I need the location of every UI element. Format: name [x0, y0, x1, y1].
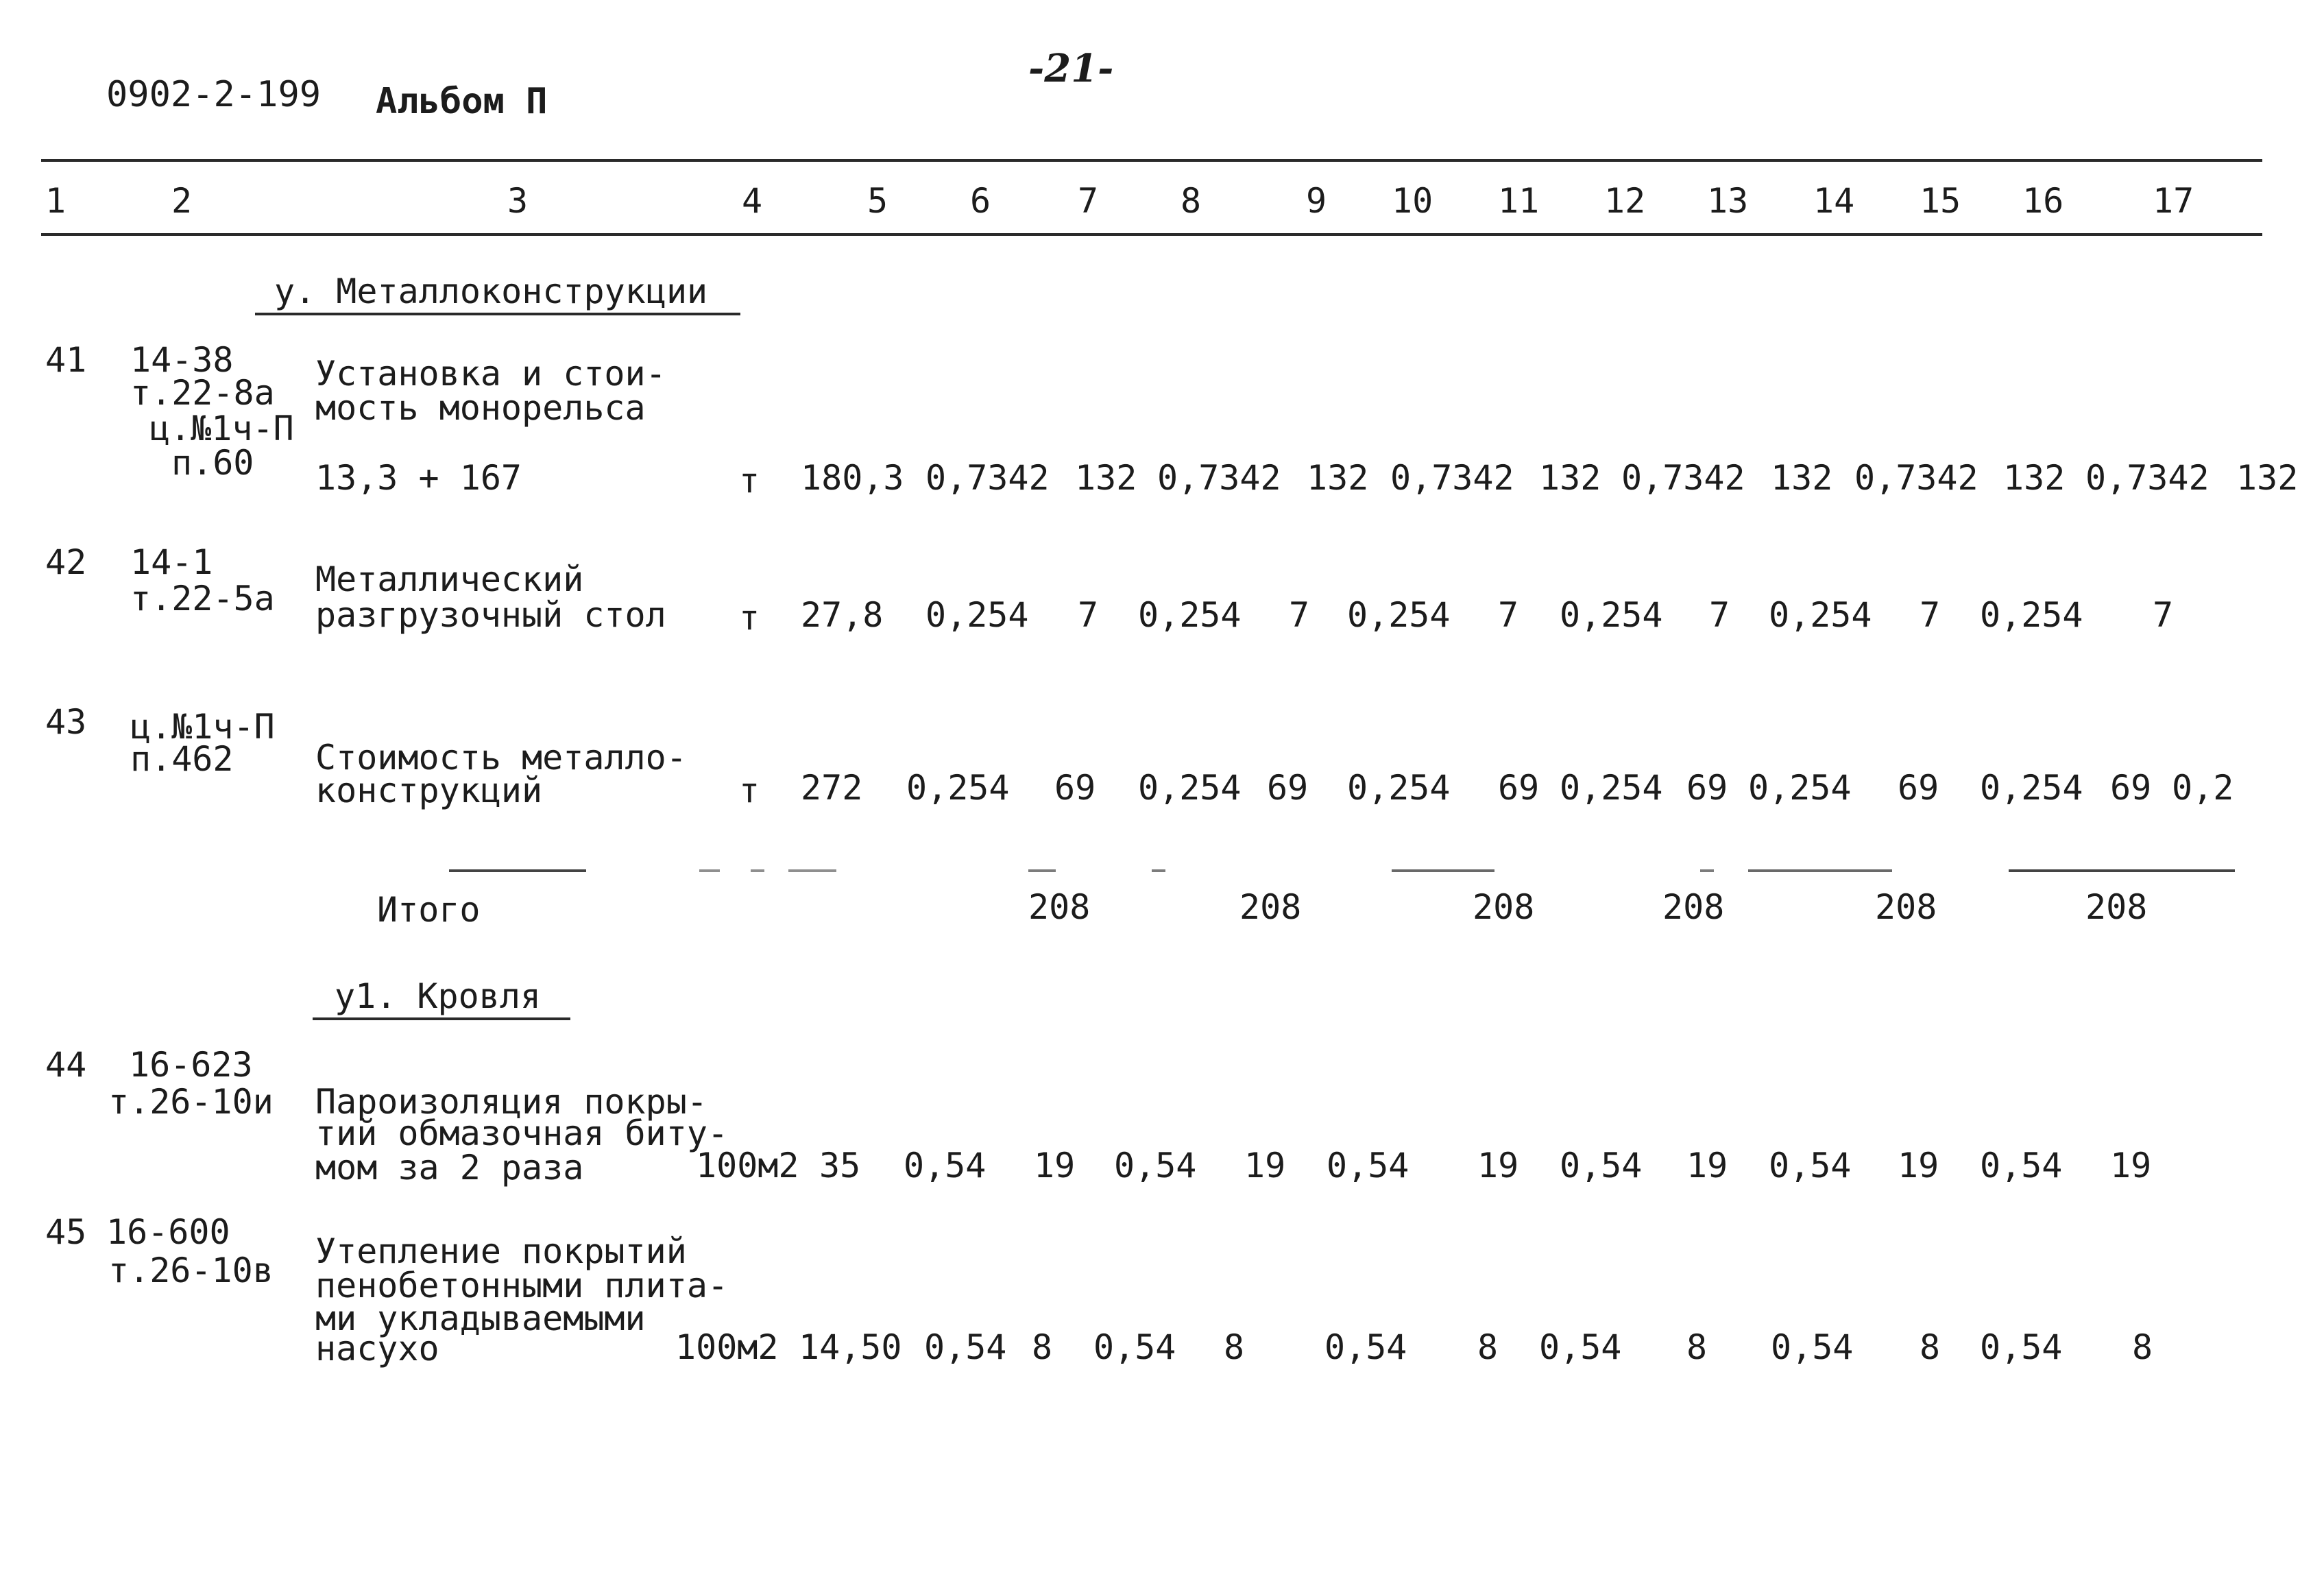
row-44-v2: 19	[1034, 1146, 1076, 1185]
row-42-v7: 0,254	[1560, 595, 1663, 635]
row-44-v4: 19	[1244, 1146, 1286, 1185]
col-header-6: 6	[970, 181, 991, 221]
row-45-c5: 14,50	[799, 1327, 902, 1367]
row-42-desc-1: Металлический	[315, 559, 584, 599]
row-41-v10: 132	[2003, 458, 2066, 498]
row-44-c5: 35	[819, 1146, 861, 1185]
itogo-label: Итого	[377, 890, 481, 930]
row-42-v10: 7	[1920, 595, 1941, 635]
row-43-desc-2: конструкций	[315, 771, 543, 810]
row-41-v3: 0,7342	[1157, 458, 1281, 498]
col-header-13: 13	[1707, 181, 1749, 221]
header-top-rule	[41, 159, 2262, 162]
section-underline-roof	[313, 1017, 570, 1020]
row-41-v9: 0,7342	[1854, 458, 1978, 498]
row-44-unit: 100м2	[696, 1146, 799, 1185]
row-44-v8: 19	[1686, 1146, 1728, 1185]
row-42-v6: 7	[1498, 595, 1519, 635]
subtotal-rule-4	[788, 869, 836, 872]
row-45-v3: 0,54	[1093, 1327, 1176, 1367]
doc-code: 0902-2-199	[106, 74, 322, 115]
itogo-value-3: 208	[1473, 887, 1535, 927]
row-42-num: 42	[45, 542, 87, 582]
row-45-desc-1: Утепление покрытий	[315, 1231, 687, 1271]
row-43-v5: 0,254	[1347, 768, 1451, 808]
row-43-unit: т	[739, 771, 760, 810]
row-45-v9: 0,54	[1771, 1327, 1854, 1367]
row-41-unit: т	[739, 461, 760, 501]
row-44-v6: 19	[1477, 1146, 1519, 1185]
row-43-v2: 69	[1054, 768, 1096, 808]
row-45-desc-4: насухо	[315, 1329, 439, 1369]
row-41-v1: 0,7342	[925, 458, 1050, 498]
row-41-ref-3: ц.№1ч-П	[149, 409, 294, 448]
row-43-num: 43	[45, 702, 87, 742]
row-44-v5: 0,54	[1327, 1146, 1409, 1185]
row-45-v7: 0,54	[1539, 1327, 1622, 1367]
row-42-v1: 0,254	[925, 595, 1029, 635]
row-43-note: 0,2	[2172, 768, 2234, 808]
row-41-ref-2: т.22-8а	[130, 373, 275, 413]
row-43-v9: 0,254	[1748, 768, 1852, 808]
row-43-v11: 0,254	[1980, 768, 2083, 808]
row-43-v6: 69	[1498, 768, 1540, 808]
col-header-5: 5	[867, 181, 888, 221]
subtotal-rule-3	[751, 869, 764, 872]
row-43-v4: 69	[1267, 768, 1309, 808]
row-41-c5: 180,3	[801, 458, 904, 498]
row-42-v9: 0,254	[1769, 595, 1872, 635]
row-44-v7: 0,54	[1560, 1146, 1643, 1185]
page-number: -21-	[1028, 46, 1114, 91]
col-header-7: 7	[1078, 181, 1099, 221]
row-41-qty-formula: 13,3 + 167	[315, 458, 522, 498]
row-42-ref-2: т.22-5а	[130, 579, 275, 618]
row-43-v1: 0,254	[906, 768, 1010, 808]
row-45-v11: 0,54	[1980, 1327, 2063, 1367]
header-bottom-rule	[41, 233, 2262, 236]
row-41-v2: 132	[1075, 458, 1137, 498]
row-42-c5: 27,8	[801, 595, 884, 635]
row-45-v2: 8	[1032, 1327, 1053, 1367]
row-45-v4: 8	[1224, 1327, 1245, 1367]
row-41-v8: 132	[1771, 458, 1833, 498]
itogo-value-2: 208	[1239, 887, 1302, 927]
row-41-v12: 132	[2236, 458, 2299, 498]
row-41-v4: 132	[1307, 458, 1369, 498]
subtotal-rule-2	[699, 869, 720, 872]
row-45-desc-2: пенобетонными плита-	[315, 1266, 729, 1305]
row-41-ref-1: 14-38	[130, 340, 234, 380]
col-header-14: 14	[1813, 181, 1855, 221]
col-header-15: 15	[1920, 181, 1961, 221]
row-44-v1: 0,54	[904, 1146, 987, 1185]
row-45-ref-1: 16-600	[106, 1212, 230, 1252]
row-41-v6: 132	[1539, 458, 1601, 498]
row-42-v4: 7	[1289, 595, 1310, 635]
col-header-12: 12	[1604, 181, 1646, 221]
row-41-desc-2: мость монорельса	[315, 388, 646, 428]
section-title-roof: у1. Кровля	[335, 976, 542, 1016]
row-43-ref-2: п.462	[130, 739, 234, 779]
col-header-10: 10	[1392, 181, 1433, 221]
col-header-2: 2	[171, 181, 193, 221]
row-41-ref-4: п.60	[171, 443, 254, 483]
col-header-1: 1	[45, 181, 66, 221]
row-43-v3: 0,254	[1138, 768, 1242, 808]
subtotal-rule-6	[1152, 869, 1165, 872]
row-44-desc-1: Пароизоляция покры-	[315, 1082, 707, 1122]
row-45-v12: 8	[2132, 1327, 2153, 1367]
row-44-v3: 0,54	[1114, 1146, 1197, 1185]
row-45-ref-2: т.26-10в	[108, 1251, 274, 1290]
row-41-v7: 0,7342	[1621, 458, 1745, 498]
row-41-desc-1: Установка и стои-	[315, 354, 666, 394]
row-44-desc-3: мом за 2 раза	[315, 1148, 584, 1188]
col-header-11: 11	[1498, 181, 1540, 221]
row-41-v5: 0,7342	[1390, 458, 1514, 498]
section-title-metal: у. Металлоконструкции	[274, 272, 708, 311]
row-44-ref-1: 16-623	[129, 1045, 253, 1085]
section-underline-metal	[255, 313, 740, 315]
row-42-v3: 0,254	[1138, 595, 1242, 635]
row-42-ref-1: 14-1	[130, 542, 213, 582]
subtotal-rule-10	[2009, 869, 2235, 872]
subtotal-rule-1	[449, 869, 586, 872]
row-45-num: 45	[45, 1212, 87, 1252]
row-45-v8: 8	[1686, 1327, 1708, 1367]
album-label: Альбом П	[376, 81, 548, 122]
row-41-v11: 0,7342	[2085, 458, 2210, 498]
row-42-v2: 7	[1078, 595, 1099, 635]
row-42-v12: 7	[2153, 595, 2174, 635]
col-header-16: 16	[2022, 181, 2064, 221]
row-45-v5: 0,54	[1324, 1327, 1407, 1367]
row-43-v10: 69	[1898, 768, 1939, 808]
row-44-v11: 0,54	[1980, 1146, 2063, 1185]
row-45-v10: 8	[1920, 1327, 1941, 1367]
subtotal-rule-5	[1028, 869, 1056, 872]
row-45-v1: 0,54	[924, 1327, 1007, 1367]
row-45-unit: 100м2	[675, 1327, 779, 1367]
row-44-desc-2: тий обмазочная биту-	[315, 1113, 729, 1153]
col-header-9: 9	[1306, 181, 1327, 221]
row-42-v8: 7	[1709, 595, 1730, 635]
subtotal-rule-9	[1748, 869, 1892, 872]
row-44-v12: 19	[2110, 1146, 2152, 1185]
row-44-v10: 19	[1898, 1146, 1939, 1185]
row-45-desc-3: ми укладываемыми	[315, 1299, 646, 1338]
col-header-3: 3	[507, 181, 529, 221]
itogo-value-4: 208	[1662, 887, 1725, 927]
col-header-4: 4	[742, 181, 763, 221]
row-41-num: 41	[45, 340, 87, 380]
row-45-v6: 8	[1477, 1327, 1499, 1367]
row-42-v5: 0,254	[1347, 595, 1451, 635]
row-42-v11: 0,254	[1980, 595, 2083, 635]
subtotal-rule-7	[1392, 869, 1494, 872]
row-43-v7: 0,254	[1560, 768, 1663, 808]
row-42-desc-2: разгрузочный стол	[315, 595, 666, 635]
row-43-v12: 69	[2110, 768, 2152, 808]
itogo-value-5: 208	[1875, 887, 1937, 927]
row-43-ref-1: ц.№1ч-П	[130, 707, 275, 747]
itogo-value-6: 208	[2085, 887, 2148, 927]
row-44-ref-2: т.26-10и	[108, 1082, 274, 1122]
row-43-desc-1: Стоимость металло-	[315, 738, 687, 778]
col-header-17: 17	[2153, 181, 2194, 221]
col-header-8: 8	[1181, 181, 1202, 221]
row-43-c5: 272	[801, 768, 863, 808]
subtotal-rule-8	[1700, 869, 1714, 872]
row-43-v8: 69	[1686, 768, 1728, 808]
row-42-unit: т	[739, 598, 760, 638]
row-44-num: 44	[45, 1045, 87, 1085]
itogo-value-1: 208	[1028, 887, 1091, 927]
row-44-v9: 0,54	[1769, 1146, 1852, 1185]
